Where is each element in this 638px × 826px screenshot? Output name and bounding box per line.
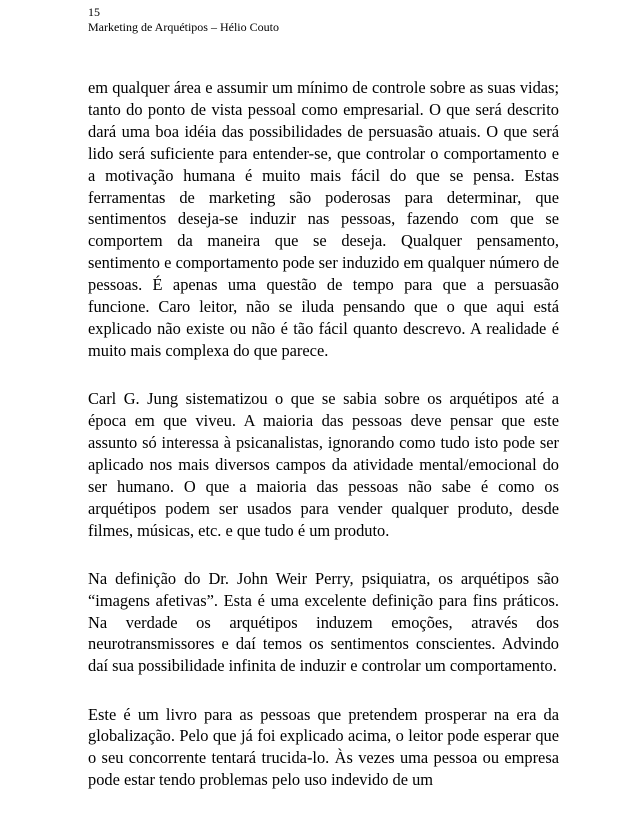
running-title: Marketing de Arquétipos – Hélio Couto [88,20,279,34]
page-header [88,5,279,35]
paragraph: Na definição do Dr. John Weir Perry, psiquiatra, os arquétipos são “imagens afetivas”. Esta é uma excelente definição para fins práticos. Na verdade os arquétipos induzem emoções, através dos neurotransmissores e daí temos os sentimentos conscientes. Advindo daí sua possibilidade infinita de induzir e controlar um comportamento. [88,568,559,676]
paragraph: em qualquer área e assumir um mínimo de controle sobre as suas vidas; tanto do ponto de vista pessoal como empresarial. O que será descrito dará uma boa idéia das possibilidades de persuasão atuais. O que será lido será suficiente para entender-se, que controlar o comportamento e a motivação humana é muito mais fácil do que se pensa. Estas ferramentas de marketing são poderosas para determinar, que sentimentos deseja-se induzir nas pessoas, fazendo com que se comportem da maneira que se deseja. Qualquer pensamento, sentimento e comportamento pode ser induzido em qualquer número de pessoas. É apenas uma questão de tempo para que a persuasão funcione. Caro leitor, não se iluda pensando que o que aqui está explicado não existe ou não é tão fácil quanto descrevo. A realidade é muito mais complexa do que parece. [88,78,559,360]
page-number: 15 [88,5,100,19]
body-text [88,77,559,817]
paragraph: Este é um livro para as pessoas que pretendem prosperar na era da globalização. Pelo que já foi explicado acima, o leitor pode esperar que o seu concorrente tentará trucida-lo. Às vezes uma pessoa ou empresa pode estar tendo problemas pelo uso indevido de um [88,704,559,790]
paragraph: Carl G. Jung sistematizou o que se sabia sobre os arquétipos até a época em que viveu. A maioria das pessoas deve pensar que este assunto só interessa à psicanalistas, ignorando como tudo isto pode ser aplicado nos mais diversos campos da atividade mental/emocional do ser humano. O que a maioria das pessoas não sabe é como os arquétipos podem ser usados para vender qualquer produto, desde filmes, músicas, etc. e que tudo é um produto. [88,389,559,540]
